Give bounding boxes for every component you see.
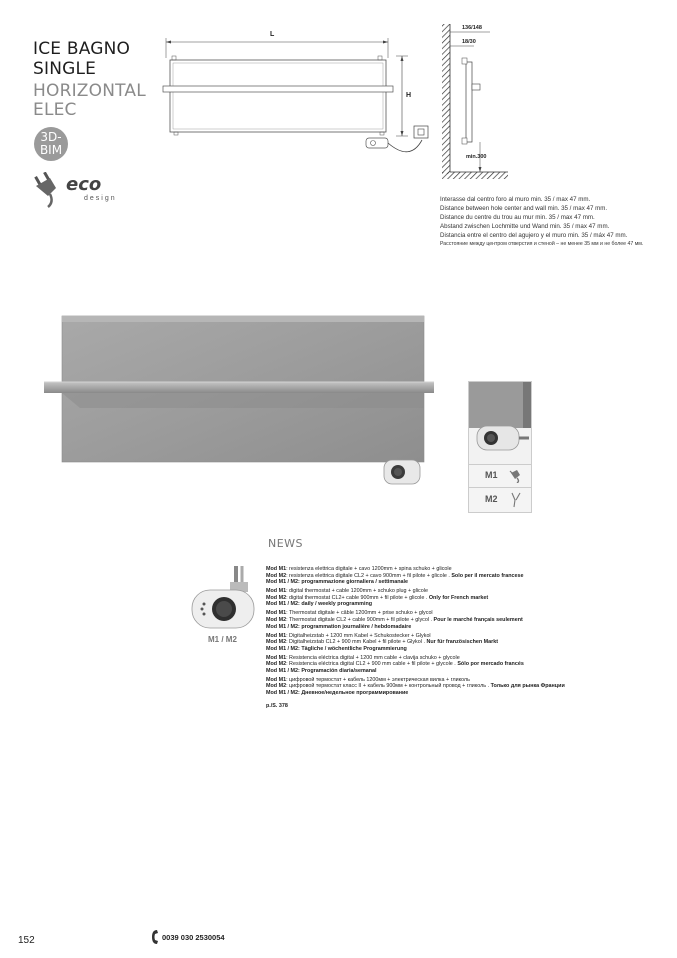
option-m2-label: M2: [485, 494, 498, 504]
dim-h-label: H: [406, 92, 412, 99]
note-fr: Distance du centre du trou au mur min. 35 / max 47 mm.: [440, 214, 595, 221]
front-drawing: [160, 22, 430, 162]
option-m1[interactable]: [469, 464, 531, 487]
news-line: Mod M1: Resistencia eléctrica digital + 1200 mm cable + clavija schuko + glycole: [266, 654, 460, 661]
note-es: Distancia entre el centro del agujero y el muro min. 35 / máx 47 mm.: [440, 232, 628, 239]
phone-number: 0039 030 2530054: [162, 932, 225, 942]
news-line: Mod M2: Digitalheizstab CL2 + 900 mm Kabel + fil pilote + Glykol . Nur für französischen Markt: [266, 639, 499, 646]
news-line: Mod M2: Thermostat digitale CL2 + cable 900mm + fil pilote + glycol . Pour le marché français seulement: [266, 616, 523, 623]
plug-icon: [509, 469, 523, 483]
news-line: Mod M2: цифровой термостат класс II + кабель 900мм + контрольный провод + гликоль . Только для рынка Франции: [266, 683, 565, 690]
heater-options-panel: [468, 381, 532, 513]
phone-icon: [151, 929, 159, 945]
dim-l-label: L: [270, 31, 275, 38]
eco-brand-text: eco: [66, 174, 102, 195]
news-line: Mod M2: Resistencia eléctrica digital CL2 + 900 mm cable + fil pilote + glycole . Sólo por mercado francés: [266, 661, 524, 668]
badge-3d-line2: BIM: [39, 143, 63, 157]
news-group-fr: [266, 610, 565, 630]
news-line: Mod M2: resistenza elettrica digitale CL2 + cavo 900mm + fil pilote + glicole . Solo per il mercato francese: [266, 572, 524, 579]
side-dim-top: 136/148: [462, 25, 482, 31]
product-name-line2: SINGLE: [33, 59, 97, 79]
eco-sub-text: design: [84, 195, 117, 202]
3d-bim-badge[interactable]: [34, 127, 68, 161]
news-group-it: [266, 566, 565, 586]
news-title: NEWS: [268, 537, 304, 550]
news-line: Mod M1: Digitalheizstab + 1200 mm Kabel + Schukostecker + Glykol: [266, 632, 431, 639]
news-line: Mod M1 / M2: programmazione giornaliera / settimanale: [266, 579, 408, 586]
option-m1-label: M1: [485, 470, 498, 480]
page-reference[interactable]: p./S. 378: [266, 702, 288, 709]
news-line: Mod M1: resistenza elettrica digitale + cavo 1200mm + spina schuko + glicole: [266, 566, 452, 572]
plug-icon: [34, 172, 64, 208]
product-name-line4: ELEC: [33, 100, 77, 120]
news-line: Mod M1 / M2: Programación diaria/semanal: [266, 667, 377, 674]
side-drawing: [440, 22, 520, 182]
news-line: Mod M1 / M2: Tägliche / wöchentliche Programmierung: [266, 645, 407, 652]
footer-phone[interactable]: [151, 929, 225, 945]
news-group-es: [266, 655, 565, 675]
note-it: Interasse dal centro foro al muro min. 35 / max 47 mm.: [440, 196, 591, 203]
news-descriptions: [266, 566, 565, 709]
side-dim-bottom: min.300: [466, 154, 487, 160]
news-group-en: [266, 588, 565, 608]
news-line: Mod M1: цифровой термостат + кабель 1200мм + электрическая вилка + гликоль: [266, 676, 470, 683]
product-photo: [40, 310, 440, 490]
side-dim-mid: 18/30: [462, 39, 476, 45]
news-line: Mod M1 / M2: Дневное/недельное программирование: [266, 690, 409, 697]
heater-closeup-image: [469, 382, 531, 464]
note-de: Abstand zwischen Lochmitte und Wand min. 35 / max 47 mm.: [440, 223, 610, 230]
news-line: Mod M1 / M2: daily / weekly programming: [266, 601, 373, 608]
thermostat-device-image: [190, 564, 260, 644]
installation-notes: [440, 195, 643, 249]
badge-3d-line1: 3D-: [40, 130, 62, 144]
product-name-line1: ICE BAGNO: [33, 39, 131, 59]
news-group-de: [266, 633, 565, 653]
wire-icon: [509, 492, 523, 508]
news-line: Mod M1 / M2: programmation journalière / hebdomadaire: [266, 623, 412, 630]
device-label: M1 / M2: [208, 635, 237, 644]
option-m2[interactable]: [469, 487, 531, 512]
page-number: 152: [18, 935, 35, 946]
news-line: Mod M1: digital thermostat + cable 1200mm + schuko plug + glicole: [266, 588, 428, 595]
note-en: Distance between hole center and wall min. 35 / max 47 mm.: [440, 205, 608, 212]
product-name-line3: HORIZONTAL: [33, 81, 146, 101]
news-group-ru: [266, 677, 565, 697]
news-line: Mod M2: digital thermostat CL2+ cable 900mm + fil pilote + glicole . Only for French market: [266, 594, 489, 601]
note-ru: Расстояние между центром отверстия и стеной – не менее 35 мм и не более 47 мм.: [440, 241, 644, 247]
eco-design-logo: [34, 172, 124, 210]
news-line: Mod M1: Thermostat digitale + câble 1200mm + prise schuko + glycol: [266, 610, 433, 617]
